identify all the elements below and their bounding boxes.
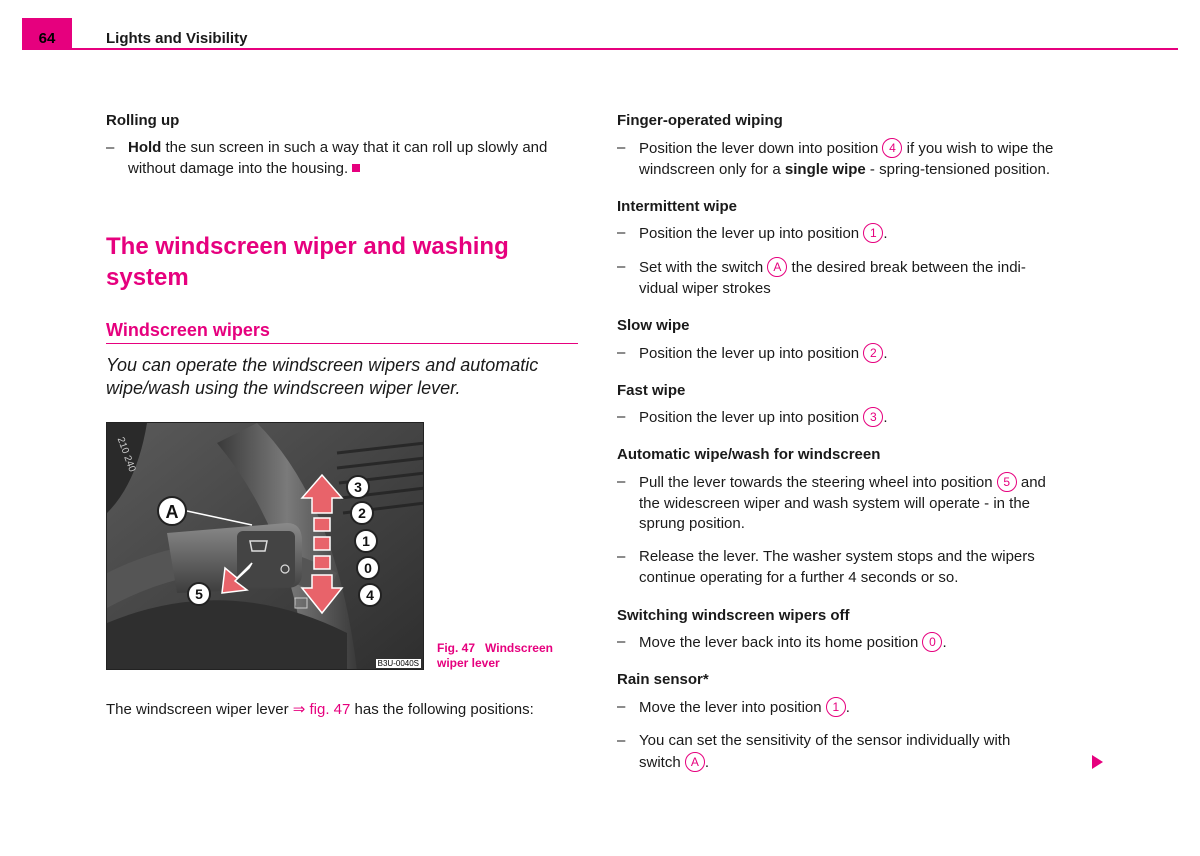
finger-text-a: Position the lever down into position: [639, 140, 883, 157]
lever-text-after: has the following positions:: [350, 701, 534, 718]
figure-caption-text: Windscreen wiper lever: [437, 641, 553, 670]
page-number: 64: [38, 30, 56, 47]
intermittent-item-2: – Set with the switch A the desired break between the indi- vidual wiper strokes: [617, 258, 1026, 297]
switch-marker: A: [685, 752, 705, 772]
auto-text-1a: Pull the lever towards the steering wheel into position: [639, 474, 997, 491]
position-marker: 2: [863, 343, 883, 363]
main-heading: The windscreen wiper and washing system: [106, 233, 509, 291]
label-A: [158, 497, 186, 525]
position-marker: 4: [882, 138, 902, 158]
intermittent-text-2a: Set with the switch: [639, 259, 768, 276]
auto-text-2a: Release the lever. The washer system stops and the wipers: [639, 548, 1035, 565]
fig-47-link[interactable]: ⇒ fig. 47: [292, 701, 351, 718]
rolling-up-item: – Hold the sun screen in such a way that it can roll up slowly and without damage into the housing.: [106, 139, 548, 177]
intro-text: You can operate the windscreen wipers and automatic wipe/wash using the windscreen wiper lever.: [106, 355, 539, 398]
rain-text-2b: switch: [639, 753, 685, 771]
label-3: [347, 476, 369, 498]
header-rule: [72, 48, 1178, 50]
figure-code: B3U-0040S: [377, 659, 419, 668]
fast-heading: Fast wipe: [617, 382, 686, 399]
finger-item: – Position the lever down into position 4 if you wish to wipe the windscreen only for a single wipe - spring-tensioned position.: [617, 139, 1054, 178]
wiper-lever-illustration: [107, 423, 424, 670]
hold-bold: Hold: [128, 139, 162, 156]
rolling-up-line2: without damage into the housing.: [128, 159, 349, 177]
position-marker: 5: [997, 472, 1017, 492]
auto-text-2b: continue operating for a further 4 seconds or so.: [639, 568, 959, 586]
off-heading: Switching windscreen wipers off: [617, 607, 850, 624]
figure-caption-label: Fig. 47: [437, 641, 476, 655]
label-0: [357, 557, 379, 579]
wiper-lever-figure: [106, 422, 424, 670]
header-title: Lights and Visibility: [106, 30, 248, 47]
label-4: [359, 584, 381, 606]
svg-text:0: 0: [364, 560, 372, 576]
rain-heading: Rain sensor*: [617, 671, 709, 688]
figure-caption: [437, 641, 577, 671]
label-2: [351, 502, 373, 524]
svg-text:A: A: [165, 502, 179, 522]
slow-heading: Slow wipe: [617, 317, 690, 334]
finger-text-d: - spring-tensioned position.: [865, 160, 1051, 178]
label-1: [355, 530, 377, 552]
auto-item-2: – Release the lever. The washer system stops and the wipers continue operating for a further 4 seconds or so.: [617, 548, 1035, 586]
intermittent-text-1: Position the lever up into position: [639, 225, 864, 242]
auto-text-1c: the widescreen wiper and wash system will operate - in the: [639, 494, 1031, 512]
lever-positions-text: [106, 700, 534, 718]
auto-item-1: – Pull the lever towards the steering wheel into position 5 and the widescreen wiper and wash system will operate - in the sprung position.: [617, 473, 1046, 532]
finger-heading: Finger-operated wiping: [617, 112, 783, 129]
svg-text:1: 1: [362, 533, 370, 549]
intermittent-item-1: – Position the lever up into position 1 .: [617, 224, 888, 242]
rain-text-1: Move the lever into position: [639, 699, 826, 716]
intermittent-text-2b: the desired break between the indi-: [787, 259, 1026, 276]
slow-text: Position the lever up into position: [639, 345, 864, 362]
rolling-up-line1: the sun screen in such a way that it can roll up slowly and: [161, 139, 548, 156]
position-marker: 1: [863, 223, 883, 243]
finger-text-c: windscreen only for a: [639, 160, 785, 178]
lever-text-before: The windscreen wiper lever: [106, 701, 293, 718]
off-text: Move the lever back into its home position: [639, 634, 923, 651]
rolling-up-heading: Rolling up: [106, 112, 180, 129]
next-page-arrow-icon[interactable]: [1092, 755, 1103, 769]
sub-heading: Windscreen wipers: [106, 320, 270, 340]
auto-text-1d: sprung position.: [639, 515, 745, 532]
off-item: – Move the lever back into its home position 0 .: [617, 633, 947, 651]
end-mark-icon: [352, 164, 360, 172]
fast-item: – Position the lever up into position 3 .: [617, 408, 888, 426]
switch-marker: A: [767, 257, 787, 277]
rain-item-1: – Move the lever into position 1 .: [617, 698, 850, 716]
rain-item-2: – You can set the sensitivity of the sensor individually with switch A .: [617, 732, 1011, 771]
position-marker: 1: [826, 697, 846, 717]
fast-text: Position the lever up into position: [639, 409, 864, 426]
rain-text-2a: You can set the sensitivity of the sensor individually with: [639, 732, 1011, 749]
intermittent-text-2c: vidual wiper strokes: [639, 279, 771, 297]
auto-heading: Automatic wipe/wash for windscreen: [617, 446, 881, 463]
auto-text-1b: and: [1016, 474, 1046, 491]
finger-text-b: if you wish to wipe the: [902, 140, 1054, 157]
svg-text:5: 5: [195, 586, 203, 602]
sub-heading-rule: [106, 343, 578, 344]
single-wipe-bold: single wipe: [784, 160, 866, 178]
position-marker: 3: [863, 407, 883, 427]
slow-item: – Position the lever up into position 2 .: [617, 344, 888, 362]
svg-text:3: 3: [354, 479, 362, 495]
label-5: [188, 583, 210, 605]
svg-text:210 240: 210 240: [114, 435, 138, 474]
position-marker: 0: [922, 632, 942, 652]
intermittent-heading: Intermittent wipe: [617, 198, 738, 215]
svg-text:2: 2: [358, 505, 366, 521]
svg-text:4: 4: [366, 587, 374, 603]
